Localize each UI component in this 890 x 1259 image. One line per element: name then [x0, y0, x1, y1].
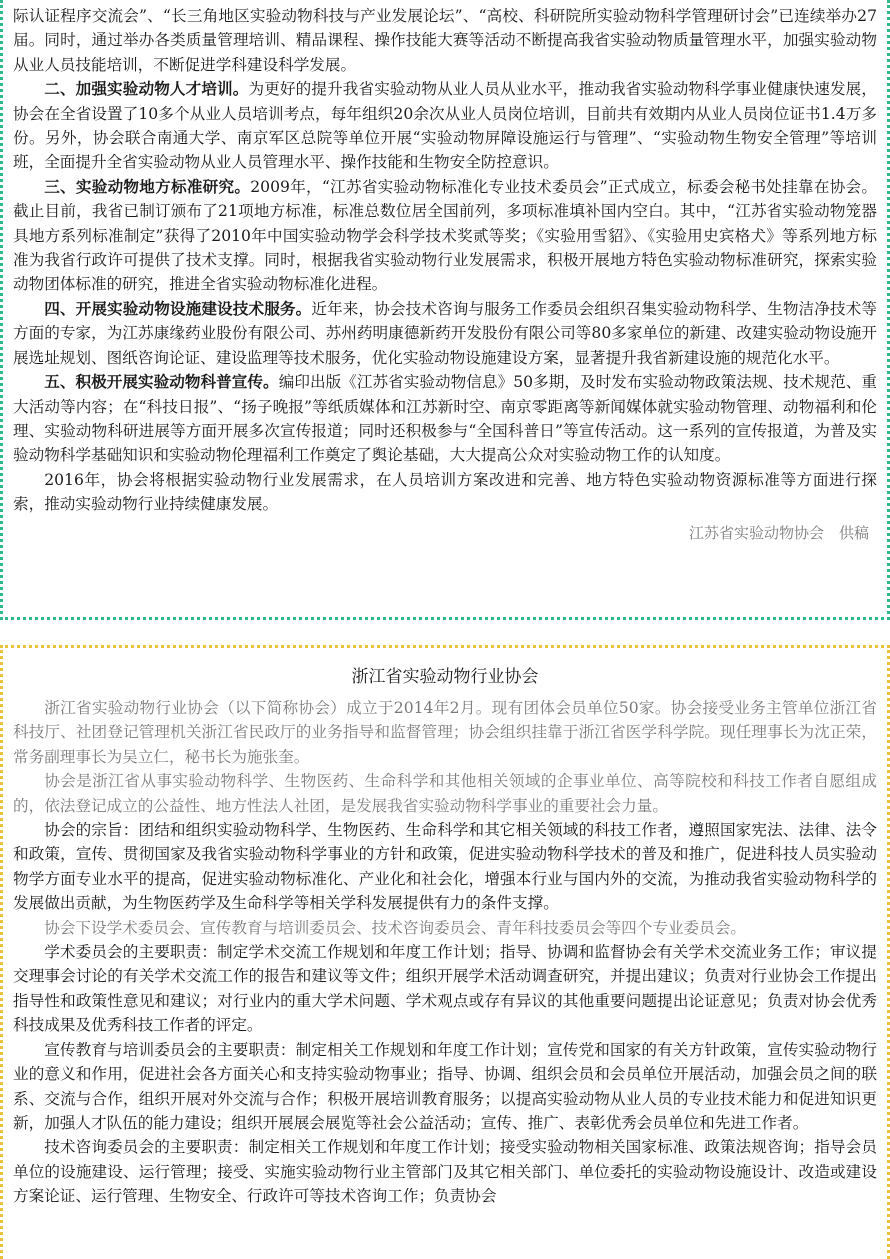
text-standards: 2009年，“江苏省实验动物标准化专业技术委员会”正式成立，标委会秘书处挂靠在协会。截止目前，我省已制订颁布了21项地方标准，标准总数位居全国前列，多项标准填补国内空白。其中，“江苏省实验动物笼器具地方系列标准制定”获得了2010年中国实验动物学会科学技术奖贰等奖；《实验用雪貂》、《实验用史宾格犬》等系列地方标准为我省行政许可提供了技术支撑。同时，根据我省实验动物行业发展需求，积极开展地方特色实验动物标准研究，探索实验动物团体标准的研究，推进全省实验动物标准化进程。 [13, 177, 877, 294]
jiangsu-credit: 江苏省实验动物协会 供稿 [688, 523, 869, 542]
zhejiang-article-panel [0, 645, 890, 1259]
zhejiang-paragraph-intro: 浙江省实验动物行业协会（以下简称协会）成立于2014年2月。现有团体会员单位50家。协会接受业务主管单位浙江省科技厅、社团登记管理机关浙江省民政厅的业务指导和监督管理；协会组织挂靠于浙江省医学科学院。现任理事长为沈正荣，常务副理事长为吴立仁，秘书长为施张奎。 [13, 699, 877, 766]
text-talent: 为更好的提升我省实验动物从业人员从业水平，推动我省实验动物科学事业健康快速发展，协会在全省设置了10多个从业人员培训考点，每年组织20余次从业人员岗位培训，目前共有效期内从业人员岗位证书1.4万多份。另外，协会联合南通大学、南京军区总院等单位开展“实验动物屏障设施运行与管理”、“实验动物生物安全管理”等培训班，全面提升全省实验动物从业人员管理水平、操作技能和生物安全防控意识。 [13, 80, 877, 172]
zhejiang-paragraph-academic: 学术委员会的主要职责：制定学术交流工作规划和年度工作计划；指导、协调和监督协会有关学术交流业务工作；审议提交理事会讨论的有关学术交流工作的报告和建议等文件；组织开展学术活动调查研究，并提出建议；负责对行业协会工作提出指导性和政策性意见和建议；对行业内的重大学术问题、学术观点或存有异议的其他重要问题提出论证意见；负责对协会优秀科技成果及优秀科技工作者的评定。 [13, 943, 877, 1035]
zhejiang-paragraph-purpose: 协会的宗旨：团结和组织实验动物科学、生物医药、生命科学和其它相关领域的科技工作者，遵照国家宪法、法律、法令和政策，宣传、贯彻国家及我省实验动物科学事业的方针和政策，促进实验动物科学技术的普及和推广，促进科技人员实验动物学方面专业水平的提高，促进实验动物标准化、产业化和社会化，增强本行业与国内外的交流，为推动我省实验动物科学的发展做出贡献，为生物医药学及生命科学等相关学科发展提供有力的条件支撑。 [13, 821, 877, 913]
heading-outreach: 五、积极开展实验动物科普宣传。 [44, 372, 279, 392]
jiangsu-paragraph-standards [13, 175, 877, 297]
zhejiang-title: 浙江省实验动物行业协会 [351, 667, 539, 687]
jiangsu-paragraph-facilities [13, 297, 877, 370]
text-outreach: 编印出版《江苏省实验动物信息》50多期，及时发布实验动物政策法规、技术规范、重大活动等内容；在“科技日报”、“扬子晚报”等纸质媒体和江苏新时空、南京零距离等新闻媒体就实验动物管理、动物福利和伦理、实验动物科研进展等方面开展多次宣传报道；同时还积极参与“全国科普日”等宣传活动。这一系列的宣传报道，为普及实验动物科学基础知识和实验动物伦理福利工作奠定了舆论基础，大大提高公众对实验动物工作的认知度。 [13, 373, 877, 465]
jiangsu-paragraph-0: 际认证程序交流会”、“长三角地区实验动物科技与产业发展论坛”、“高校、科研院所实验动物科学管理研讨会”已连续举办27届。同时，通过举办各类质量管理培训、精品课程、操作技能大赛等活动不断提高我省实验动物质量管理水平，加强实验动物从业人员技能培训，不断促进学科建设科学发展。 [13, 7, 877, 74]
jiangsu-paragraph-talent [13, 77, 877, 175]
heading-talent: 二、加强实验动物人才培训。 [44, 79, 249, 99]
zhejiang-paragraph-consulting: 技术咨询委员会的主要职责：制定相关工作规划和年度工作计划；接受实验动物相关国家标准、政策法规咨询；指导会员单位的设施建设、运行管理；接受、实施实验动物行业主管部门及其它相关部门、单位委托的实验动物设施设计、改造或建设方案论证、运行管理、生物安全、行政许可等技术咨询工作；负责协会 [13, 1138, 877, 1206]
heading-facilities: 四、开展实验动物设施建设技术服务。 [44, 298, 312, 318]
zhejiang-paragraph-education: 宣传教育与培训委员会的主要职责：制定相关工作规划和年度工作计划；宣传党和国家的有关方针政策，宣传实验动物行业的意义和作用，促进社会各方面关心和支持实验动物事业；指导、协调、组织会员和会员单位开展活动，加强会员之间的联系、交流与合作，组织开展对外交流与合作；积极开展培训教育服务；以提高实验动物从业人员的专业技术能力和促进知识更新，加强人才队伍的能力建设；组织开展展会展览等社会公益活动；宣传、推广、表彰优秀会员单位和先进工作者。 [13, 1040, 877, 1132]
zhejiang-paragraph-committees: 协会下设学术委员会、宣传教育与培训委员会、技术咨询委员会、青年科技委员会等四个专业委员会。 [44, 918, 746, 937]
text-facilities: 近年来，协会技术咨询与服务工作委员会组织召集实验动物科学、生物洁净技术等方面的专家，为江苏康缘药业股份有限公司、苏州药明康德新药开发股份有限公司等80多家单位的新建、改建实验动物设施开展选址规划、图纸咨询论证、建设监理等技术服务，优化实验动物设施建设方案，显著提升我省新建设施的规范化水平。 [13, 299, 877, 367]
zhejiang-paragraph-nature: 协会是浙江省从事实验动物科学、生物医药、生命科学和其他相关领域的企事业单位、高等院校和科技工作者自愿组成的，依法登记成立的公益性、地方性法人社团，是发展我省实验动物科学事业的重要社会力量。 [13, 772, 877, 815]
jiangsu-paragraph-2016: 2016年，协会将根据实验动物行业发展需求，在人员培训方案改进和完善、地方特色实验动物资源标准等方面进行探索，推动实验动物行业持续健康发展。 [13, 470, 877, 514]
heading-standards: 三、实验动物地方标准研究。 [44, 176, 251, 196]
jiangsu-paragraph-outreach [13, 370, 877, 468]
jiangsu-article-panel [0, 0, 890, 620]
